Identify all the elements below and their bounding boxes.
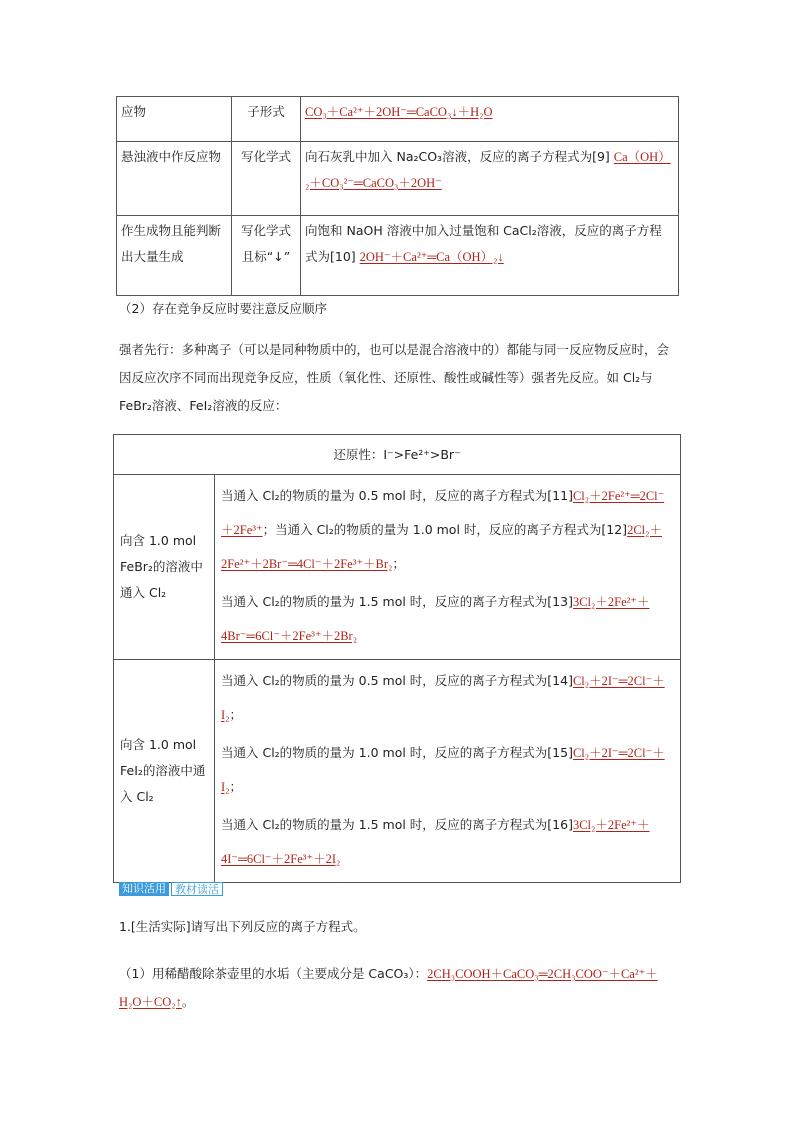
answer-text: CO₃＋Ca²⁺＋2OH⁻═CaCO₃↓＋H₂O <box>305 105 493 119</box>
answer-text: 2Cl₂＋2Fe²⁺＋2Br⁻═4Cl⁻＋2Fe³⁺＋Br₂ <box>221 523 662 571</box>
question-title: 1.[生活实际]请写出下列反应的离子方程式。 <box>119 919 366 934</box>
table-cell-form <box>232 216 301 296</box>
group-content <box>215 660 681 883</box>
table-header-row <box>114 435 681 475</box>
item-prefix: 当通入 Cl₂的物质的量为 0.5 mol 时，反应的离子方程式为[11] <box>221 488 573 503</box>
item-end: ； <box>229 779 243 794</box>
table-row <box>117 142 679 216</box>
header-text: 还原性：I⁻>Fe²⁺>Br⁻ <box>333 446 461 462</box>
question-part <box>119 960 679 1016</box>
table-cell-substance <box>117 142 232 216</box>
item-end: ； <box>229 707 243 722</box>
table-row <box>117 97 679 142</box>
table-cell-substance <box>117 97 232 142</box>
cell-text: 作生成物且能判断出大量生成 <box>121 223 222 264</box>
group-label <box>114 660 215 883</box>
cell-text: 向石灰乳中加入 Na₂CO₃溶液，反应的离子方程式为[9] <box>305 149 610 164</box>
question-end: 。 <box>181 994 195 1009</box>
question-prefix: （1）用稀醋酸除茶壶里的水垢（主要成分是 CaCO₃）： <box>119 966 428 981</box>
equation-item <box>221 664 674 732</box>
equation-item <box>221 585 674 653</box>
cell-text: 向饱和 NaOH 溶液中加入过量饱和 CaCl₂溶液，反应的离子方程式为[10] <box>305 223 662 264</box>
equation-item <box>221 736 674 804</box>
cell-text: 应物 <box>121 104 147 119</box>
answer-text: Cl₂＋2Fe²⁺═2Cl⁻＋2Fe³⁺ <box>221 489 665 537</box>
table-cell-example <box>301 142 679 216</box>
table-row <box>114 660 681 883</box>
answer-text: 3Cl₂＋2Fe²⁺＋4I⁻═6Cl⁻＋2Fe³⁺＋2I₂ <box>221 818 650 866</box>
equation-item <box>221 479 674 581</box>
answer-text: Cl₂＋2I⁻═2Cl⁻＋I₂ <box>221 674 665 722</box>
answer-text: 2OH⁻＋Ca²⁺═Ca（OH）₂↓ <box>359 250 504 264</box>
ion-equation-rules-table <box>116 96 679 296</box>
answer-text: Cl₂＋2I⁻═2Cl⁻＋I₂ <box>221 746 665 794</box>
answer-text: 2CH₃COOH＋CaCO₃═2CH₃COO⁻＋Ca²⁺＋H₂O＋CO₂↑ <box>119 967 658 1009</box>
knowledge-tag: 知识活用 <box>119 882 169 896</box>
textbook-tag: 教材读活 <box>171 882 223 896</box>
section-heading: （2）存在竞争反应时要注意反应顺序 <box>119 301 327 316</box>
item-suffix: ；当通入 Cl₂的物质的量为 1.0 mol 时，反应的离子方程式为[12] <box>262 522 628 537</box>
item-prefix: 当通入 Cl₂的物质的量为 1.5 mol 时，反应的离子方程式为[13] <box>221 594 573 609</box>
item-prefix: 当通入 Cl₂的物质的量为 0.5 mol 时，反应的离子方程式为[14] <box>221 673 573 688</box>
table-cell-form <box>232 142 301 216</box>
group-label-text: 向含 1.0 mol FeBr₂的溶液中通入 Cl₂ <box>120 533 203 600</box>
table-row <box>114 475 681 660</box>
table-row <box>117 216 679 296</box>
equation-item <box>221 808 674 876</box>
table-cell-example <box>301 216 679 296</box>
intro-paragraph: 强者先行：多种离子（可以是同种物质中的，也可以是混合溶液中的）都能与同一反应物反应时，会因反应次序不同而出现竞争反应，性质（氧化性、还原性、酸性或碱性等）强者先反应。如 Cl₂与 FeBr₂溶液、FeI₂溶液的反应： <box>119 342 670 413</box>
competition-reaction-table <box>113 434 681 883</box>
answer-text: Ca（OH）₂＋CO₃²⁻═CaCO₃＋2OH⁻ <box>305 150 671 190</box>
item-prefix: 当通入 Cl₂的物质的量为 1.0 mol 时，反应的离子方程式为[15] <box>221 745 573 760</box>
table-cell-form <box>232 97 301 142</box>
cell-text: 写化学式且标“↓” <box>240 223 291 264</box>
table-header <box>114 435 681 475</box>
answer-text: 3Cl₂＋2Fe²⁺＋4Br⁻═6Cl⁻＋2Fe³⁺＋2Br₂ <box>221 595 650 643</box>
group-content <box>215 475 681 660</box>
cell-text: 子形式 <box>247 104 285 119</box>
table-cell-example <box>301 97 679 142</box>
section-tag-group <box>119 882 223 896</box>
group-label-text: 向含 1.0 mol FeI₂的溶液中通入 Cl₂ <box>120 737 206 804</box>
item-end: ； <box>392 556 405 571</box>
item-prefix: 当通入 Cl₂的物质的量为 1.5 mol 时，反应的离子方程式为[16] <box>221 817 573 832</box>
group-label <box>114 475 215 660</box>
table-cell-substance <box>117 216 232 296</box>
cell-text: 写化学式 <box>240 149 291 164</box>
cell-text: 悬浊液中作反应物 <box>121 149 222 164</box>
